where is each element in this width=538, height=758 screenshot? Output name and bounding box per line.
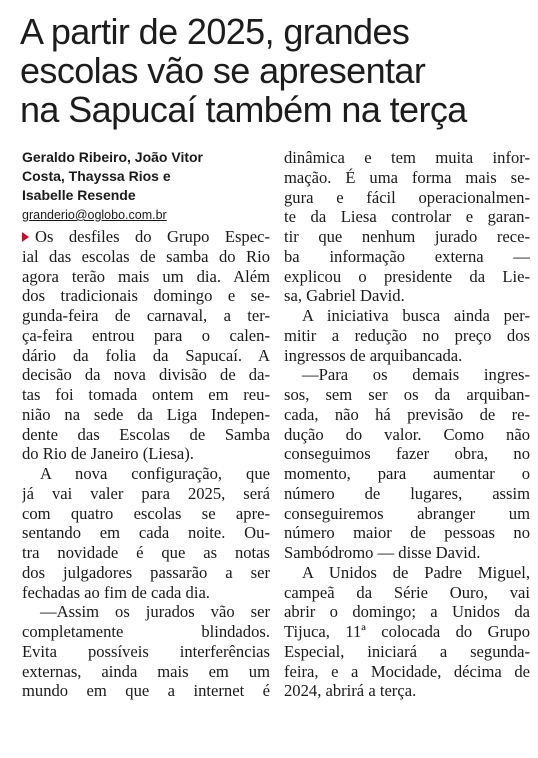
article-column-right [284, 148, 530, 701]
body-text-line: Evita possíveis interferências [22, 641, 270, 661]
body-text-line: decisão da nova divisão de da- [22, 365, 270, 385]
byline-line: Isabelle Resende [22, 187, 136, 203]
body-text-line: dos julgadores passarão a ser [22, 562, 270, 582]
headline-line: na Sapucaí também na terça [20, 89, 467, 130]
body-text-line: agora terão mais um dia. Além [22, 266, 270, 286]
body-text-line: ial das escolas de samba do Rio [22, 246, 270, 266]
byline-line: Costa, Thayssa Rios e [22, 168, 171, 184]
body-text-line: dução do valor. Como não [284, 424, 530, 444]
byline [22, 148, 270, 205]
body-text-line: completamente blindados. [22, 622, 270, 641]
body-text-line: externas, ainda mais em um [22, 661, 270, 681]
body-text-line: A nova configuração, que [40, 464, 270, 483]
body-text-line: A Unidos de Padre Miguel, [302, 562, 530, 582]
headline-line: escolas vão se apresentar [20, 50, 426, 91]
lead-marker-icon [22, 232, 29, 242]
body-text-line: ba informação externa — [284, 246, 530, 266]
body-text-line: do Rio de Janeiro (Liesa). [22, 444, 194, 464]
body-text-line: ingressos de arquibancada. [284, 345, 463, 365]
body-text-line: nião na sede da Liga Indepen- [22, 404, 270, 424]
body-text-line: número maior de pessoas no [284, 523, 530, 543]
body-text-line: fechadas ao fim de cada dia. [22, 582, 210, 602]
body-text-line: dário da folia da Sapucaí. A [22, 345, 270, 365]
body-text-line: já vai valer para 2025, será [22, 483, 270, 503]
body-text-line: dinâmica e tem muita infor- [284, 148, 530, 167]
body-text-line: conseguimos fazer obra, no [284, 444, 530, 464]
article-column-left [22, 148, 270, 701]
body-text-line: campeã da Série Ouro, vai [284, 582, 530, 602]
body-text-line: tas foi tomada ontem em reu- [22, 385, 270, 404]
body-text-line: sos, sem ser os da arquiban- [284, 385, 530, 404]
body-text-line [22, 227, 270, 247]
body-text-line: —Para os demais ingres- [302, 365, 530, 385]
body-text-line: 2024, abrirá a terça. [284, 681, 417, 701]
body-text-line: número de lugares, assim [284, 483, 530, 503]
body-text-line: tir que nenhum jurado rece- [284, 227, 530, 246]
article-body-left [22, 227, 270, 701]
body-text-line: mação. É uma forma mais se- [284, 167, 530, 187]
body-text-line: sentando em cada noite. Ou- [22, 523, 270, 543]
body-text-line: momento, para aumentar o [284, 464, 530, 483]
body-text-line: sa, Gabriel David. [284, 286, 405, 306]
lead-text: Os desfiles do Grupo Espec- [35, 227, 270, 246]
body-text-line: te da Liesa controlar e garan- [284, 207, 530, 227]
headline [20, 12, 530, 129]
body-text-line: gura e fácil operacionalmen- [284, 187, 530, 207]
body-text-line: explicou o presidente da Lie- [284, 266, 530, 286]
body-text-line: tra novidade é que as notas [22, 543, 270, 562]
body-text-line: gunda-feira de carnaval, a ter- [22, 306, 270, 325]
headline-line: A partir de 2025, grandes [20, 11, 410, 52]
body-text-line: abrir o domingo; a Unidos da [284, 602, 530, 622]
body-text-line: —Assim os jurados vão ser [40, 602, 270, 622]
body-text-line: dente das Escolas de Samba [22, 424, 270, 444]
body-text-line: mundo em que a internet é [22, 681, 270, 701]
body-text-line: Sambódromo — disse David. [284, 543, 481, 562]
body-text-line: A iniciativa busca ainda per- [302, 306, 530, 325]
author-email-link[interactable]: granderio@oglobo.com.br [22, 208, 167, 222]
body-text-line: cada, não há previsão de re- [284, 404, 530, 424]
byline-line: Geraldo Ribeiro, João Vitor [22, 149, 204, 165]
body-text-line: Tijuca, 11ª colocada do Grupo [284, 622, 530, 641]
body-text-line: Especial, iniciará a segunda- [284, 641, 530, 661]
body-text-line: conseguiremos abranger um [284, 503, 530, 523]
body-text-line: dos tradicionais domingo e se- [22, 286, 270, 306]
body-text-line: ça-feira entrou para o calen- [22, 325, 270, 345]
article-body-right [284, 148, 530, 701]
body-text-line: com quatro escolas se apre- [22, 503, 270, 523]
body-text-line: feira, e a Mocidade, décima de [284, 661, 530, 681]
body-text-line: mitir a redução no preço dos [284, 325, 530, 345]
